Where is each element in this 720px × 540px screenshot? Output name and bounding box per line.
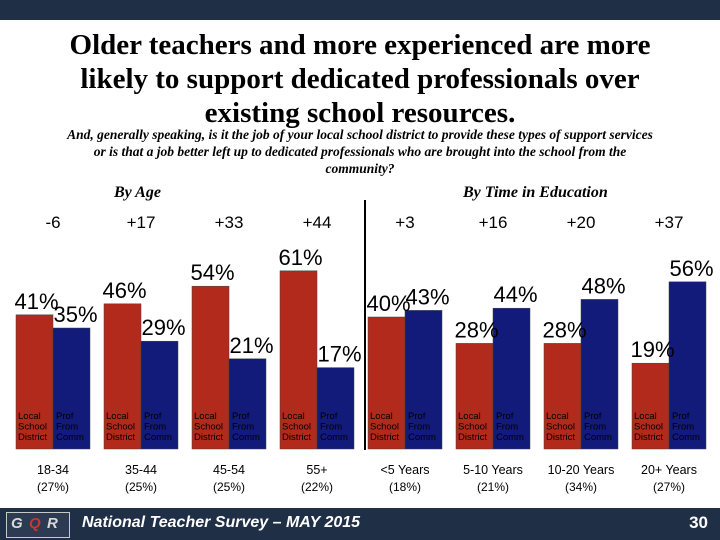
category-label: 45-54 xyxy=(213,463,245,477)
title-line-3: existing school resources. xyxy=(204,97,516,129)
data-label-local: 40% xyxy=(366,291,411,316)
category-label: 35-44 xyxy=(125,463,157,477)
data-label-local: 54% xyxy=(190,260,235,286)
top-header-bar xyxy=(0,0,720,20)
series-label-local: Local xyxy=(18,411,41,422)
footer-bar xyxy=(0,508,720,540)
data-label-prof: 35% xyxy=(53,302,98,327)
series-label-prof: Prof xyxy=(232,411,250,422)
series-label-local: School xyxy=(106,421,136,433)
category-share: (18%) xyxy=(388,480,422,494)
series-label-prof: From xyxy=(232,421,255,433)
series-label-prof: Prof xyxy=(320,411,338,422)
series-label-prof: From xyxy=(56,421,79,433)
series-label-local: School xyxy=(458,421,488,433)
series-label-prof: From xyxy=(496,421,519,433)
slide-title xyxy=(20,28,700,130)
title-line-1: Older teachers and more experienced are more xyxy=(69,29,651,61)
series-label-local: School xyxy=(194,421,224,433)
series-label-prof: Comm xyxy=(144,432,172,443)
series-label-prof: Comm xyxy=(320,432,348,443)
series-label-local: Local xyxy=(458,411,481,422)
series-label-local: Local xyxy=(546,411,569,422)
series-label-prof: From xyxy=(584,421,607,433)
page-number: 30 xyxy=(689,513,708,532)
series-label-prof: Prof xyxy=(496,411,514,422)
series-label-local: Local xyxy=(634,411,657,422)
gqr-logo: G Q R xyxy=(6,512,70,538)
data-label-prof: 44% xyxy=(493,282,538,308)
series-label-prof: Comm xyxy=(496,432,524,443)
series-label-local: School xyxy=(370,421,400,433)
diff-label: +17 xyxy=(126,213,156,232)
series-label-prof: Comm xyxy=(232,432,260,443)
category-share: (25%) xyxy=(212,480,246,494)
series-label-local: School xyxy=(634,421,664,433)
bar-chart xyxy=(0,200,720,508)
series-label-local: District xyxy=(106,432,136,443)
data-label-local: 28% xyxy=(454,317,499,343)
data-label-local: 19% xyxy=(630,337,675,363)
series-label-local: District xyxy=(634,432,664,443)
category-label: 55+ xyxy=(306,463,328,477)
data-label-prof: 17% xyxy=(317,341,362,367)
category-share: (27%) xyxy=(36,480,70,494)
series-label-prof: Prof xyxy=(144,411,162,422)
data-label-prof: 29% xyxy=(141,315,186,341)
panel-label-time: By Time in Education xyxy=(463,184,608,201)
series-label-local: Local xyxy=(282,411,305,422)
series-label-local: District xyxy=(546,432,576,443)
series-label-local: Local xyxy=(370,411,393,422)
data-label-prof: 21% xyxy=(229,332,274,358)
category-label: 10-20 Years xyxy=(547,463,615,477)
series-label-local: District xyxy=(458,432,488,443)
category-label: <5 Years xyxy=(380,463,430,477)
diff-label: +3 xyxy=(395,213,415,232)
series-label-prof: Comm xyxy=(408,432,436,443)
footer-title: National Teacher Survey – MAY 2015 xyxy=(82,514,361,531)
series-label-local: School xyxy=(282,421,312,433)
series-label-local: District xyxy=(282,432,312,443)
series-label-prof: Comm xyxy=(56,432,84,443)
data-label-local: 41% xyxy=(14,288,59,314)
series-label-local: Local xyxy=(194,411,217,422)
diff-label: +16 xyxy=(478,213,508,232)
diff-label: -6 xyxy=(45,213,61,232)
series-label-local: District xyxy=(18,432,48,443)
category-share: (25%) xyxy=(124,480,158,494)
survey-question: And, generally speaking, is it the job of your local school district to provide these types of support services or is that a job better left up to dedicated professionals who are brought into the school from the community? xyxy=(67,127,653,176)
diff-label: +37 xyxy=(654,213,684,232)
series-label-prof: From xyxy=(320,421,343,433)
category-label: 18-34 xyxy=(37,463,69,477)
category-share: (27%) xyxy=(652,480,686,494)
series-label-prof: Comm xyxy=(672,432,700,443)
data-label-prof: 56% xyxy=(669,255,714,281)
series-label-prof: Prof xyxy=(56,411,74,422)
series-label-prof: Prof xyxy=(408,411,426,422)
diff-label: +33 xyxy=(214,213,244,232)
series-label-prof: Prof xyxy=(672,411,690,422)
category-share: (34%) xyxy=(564,480,598,494)
series-label-prof: From xyxy=(408,421,431,433)
category-share: (21%) xyxy=(476,480,510,494)
diff-label: +44 xyxy=(302,213,332,232)
data-label-local: 46% xyxy=(102,277,147,303)
data-label-prof: 48% xyxy=(581,273,626,299)
series-label-prof: Comm xyxy=(584,432,612,443)
series-label-prof: Prof xyxy=(584,411,602,422)
series-label-local: District xyxy=(370,432,400,443)
title-line-2: likely to support dedicated professionals over xyxy=(80,63,640,95)
category-label: 20+ Years xyxy=(641,463,697,477)
category-share: (22%) xyxy=(300,480,334,494)
series-label-local: Local xyxy=(106,411,129,422)
series-label-prof: From xyxy=(672,421,695,433)
data-label-local: 61% xyxy=(278,244,323,270)
series-label-prof: From xyxy=(144,421,167,433)
data-label-local: 28% xyxy=(542,317,587,343)
series-label-local: District xyxy=(194,432,224,443)
panel-label-age: By Age xyxy=(114,184,161,201)
series-label-local: School xyxy=(546,421,576,433)
diff-label: +20 xyxy=(566,213,596,232)
data-label-prof: 43% xyxy=(405,284,450,310)
series-label-local: School xyxy=(18,421,48,433)
category-label: 5-10 Years xyxy=(463,463,523,477)
